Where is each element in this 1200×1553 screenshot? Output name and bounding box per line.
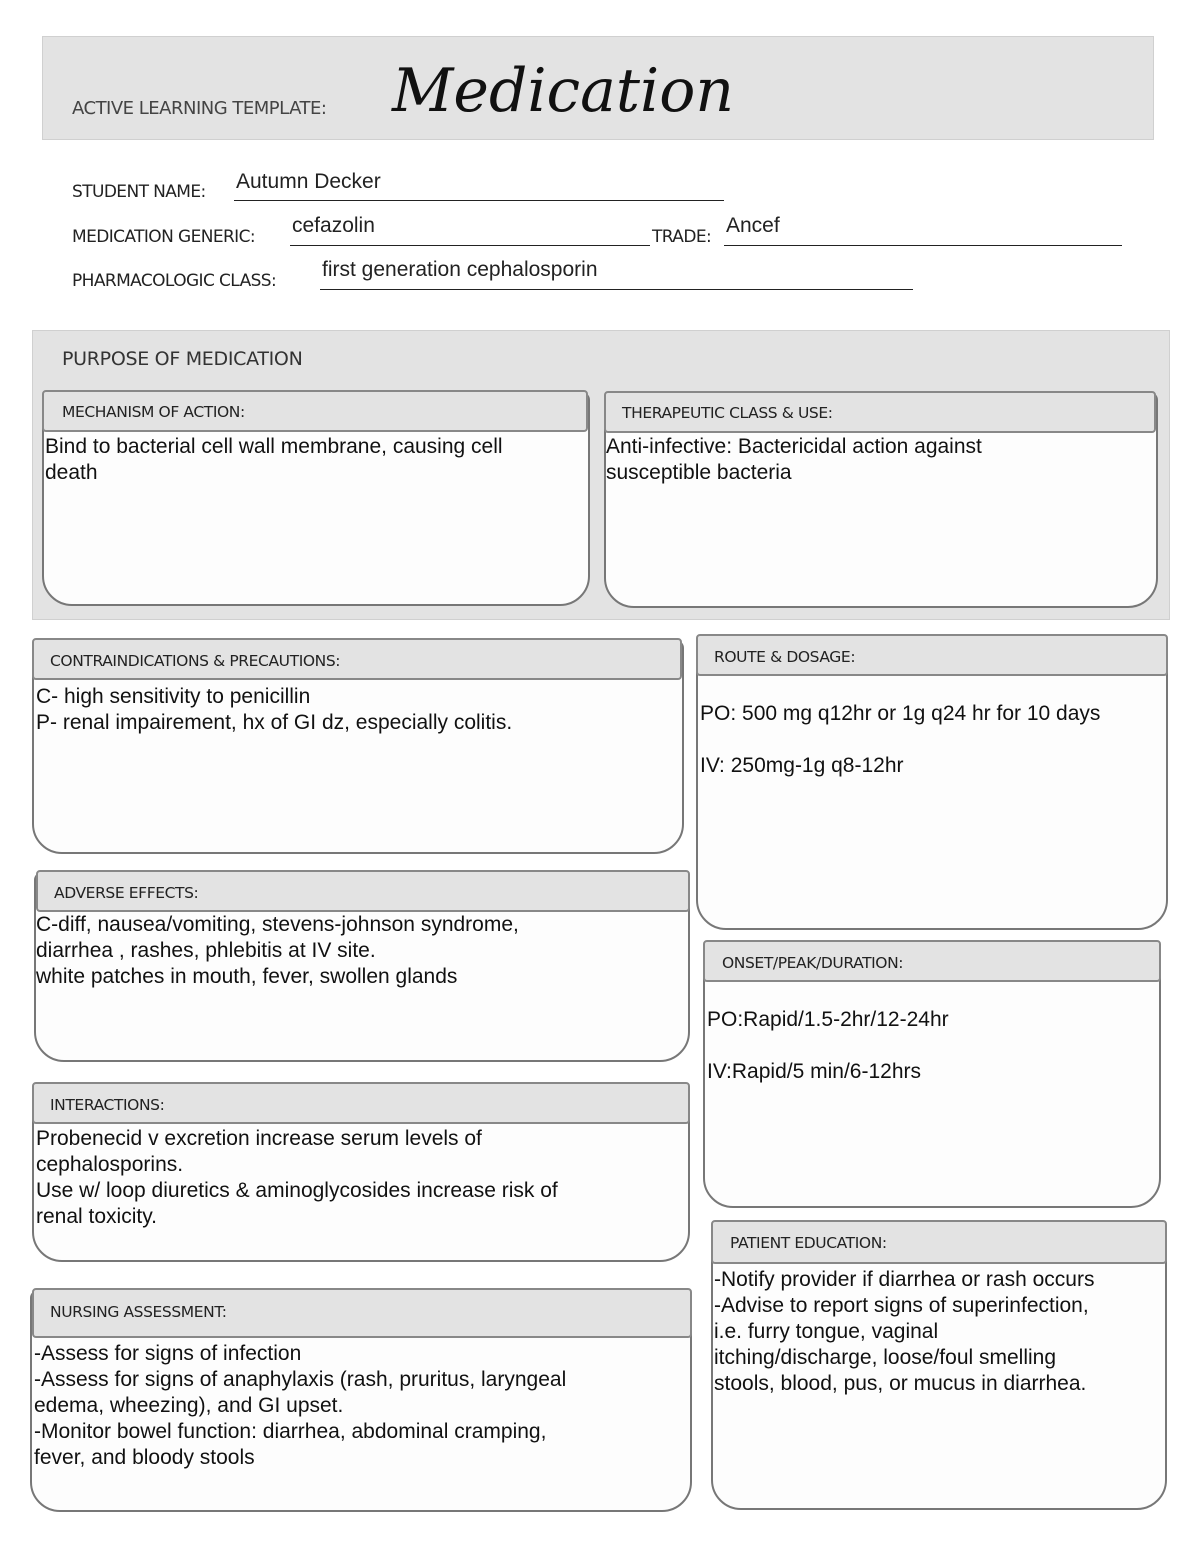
patient-education-text[interactable]: -Notify provider if diarrhea or rash occurs -Advise to report signs of superinfection, i.e. furry tongue, vaginal itching/discharge, loose/foul smelling stools, blood, pus, or mucus in diarrhea. — [714, 1268, 1095, 1395]
student-name-label: STUDENT NAME: — [72, 182, 206, 202]
pharmacologic-class-field[interactable]: first generation cephalosporin — [322, 258, 598, 281]
onset-label: ONSET/PEAK/DURATION: — [722, 954, 904, 972]
nursing-assessment-label: NURSING ASSESSMENT: — [50, 1303, 227, 1321]
student-name-line — [234, 200, 724, 201]
contraindications-text[interactable]: C- high sensitivity to penicillin P- renal impairement, hx of GI dz, especially colitis. — [36, 685, 513, 734]
pharmacologic-class-label: PHARMACOLOGIC CLASS: — [72, 271, 277, 291]
route-dosage-label: ROUTE & DOSAGE: — [714, 648, 856, 666]
trade-line — [724, 245, 1122, 246]
onset-po[interactable]: PO:Rapid/1.5-2hr/12-24hr — [707, 1008, 949, 1031]
route-dosage-box — [696, 636, 1168, 930]
class-line — [320, 289, 913, 290]
therapeutic-text[interactable]: Anti-infective: Bactericidal action against susceptible bacteria — [606, 435, 982, 484]
nursing-assessment-text[interactable]: -Assess for signs of infection -Assess for signs of anaphylaxis (rash, pruritus, laryngeal edema, wheezing), and GI upset. -Monitor bowel function: diarrhea, abdominal cramping, fever, and bloody stools — [34, 1342, 567, 1469]
interactions-label: INTERACTIONS: — [50, 1096, 165, 1114]
student-name-field[interactable]: Autumn Decker — [236, 170, 381, 193]
template-label: ACTIVE LEARNING TEMPLATE: — [72, 98, 327, 119]
route-dosage-iv[interactable]: IV: 250mg-1g q8-12hr — [700, 754, 904, 777]
trade-label: TRADE: — [652, 227, 712, 247]
generic-line — [290, 245, 650, 246]
medication-generic-label: MEDICATION GENERIC: — [72, 227, 255, 247]
patient-education-label: PATIENT EDUCATION: — [730, 1234, 887, 1252]
therapeutic-label: THERAPEUTIC CLASS & USE: — [622, 404, 833, 422]
purpose-title: PURPOSE OF MEDICATION — [62, 348, 303, 370]
route-dosage-po[interactable]: PO: 500 mg q12hr or 1g q24 hr for 10 days — [700, 702, 1101, 725]
onset-iv[interactable]: IV:Rapid/5 min/6-12hrs — [707, 1060, 921, 1083]
medication-generic-field[interactable]: cefazolin — [292, 214, 375, 237]
adverse-effects-text[interactable]: C-diff, nausea/vomiting, stevens-johnson syndrome, diarrhea , rashes, phlebitis at IV site. white patches in mouth, fever, swollen glands — [36, 913, 519, 988]
trade-field[interactable]: Ancef — [726, 214, 780, 237]
contraindications-label: CONTRAINDICATIONS & PRECAUTIONS: — [50, 652, 341, 670]
template-title: Medication — [392, 56, 734, 126]
mechanism-text[interactable]: Bind to bacterial cell wall membrane, causing cell death — [45, 435, 503, 484]
mechanism-label: MECHANISM OF ACTION: — [62, 403, 245, 421]
interactions-text[interactable]: Probenecid v excretion increase serum levels of cephalosporins. Use w/ loop diuretics & aminoglycosides increase risk of renal toxicity. — [36, 1127, 558, 1228]
adverse-effects-label: ADVERSE EFFECTS: — [54, 884, 199, 902]
